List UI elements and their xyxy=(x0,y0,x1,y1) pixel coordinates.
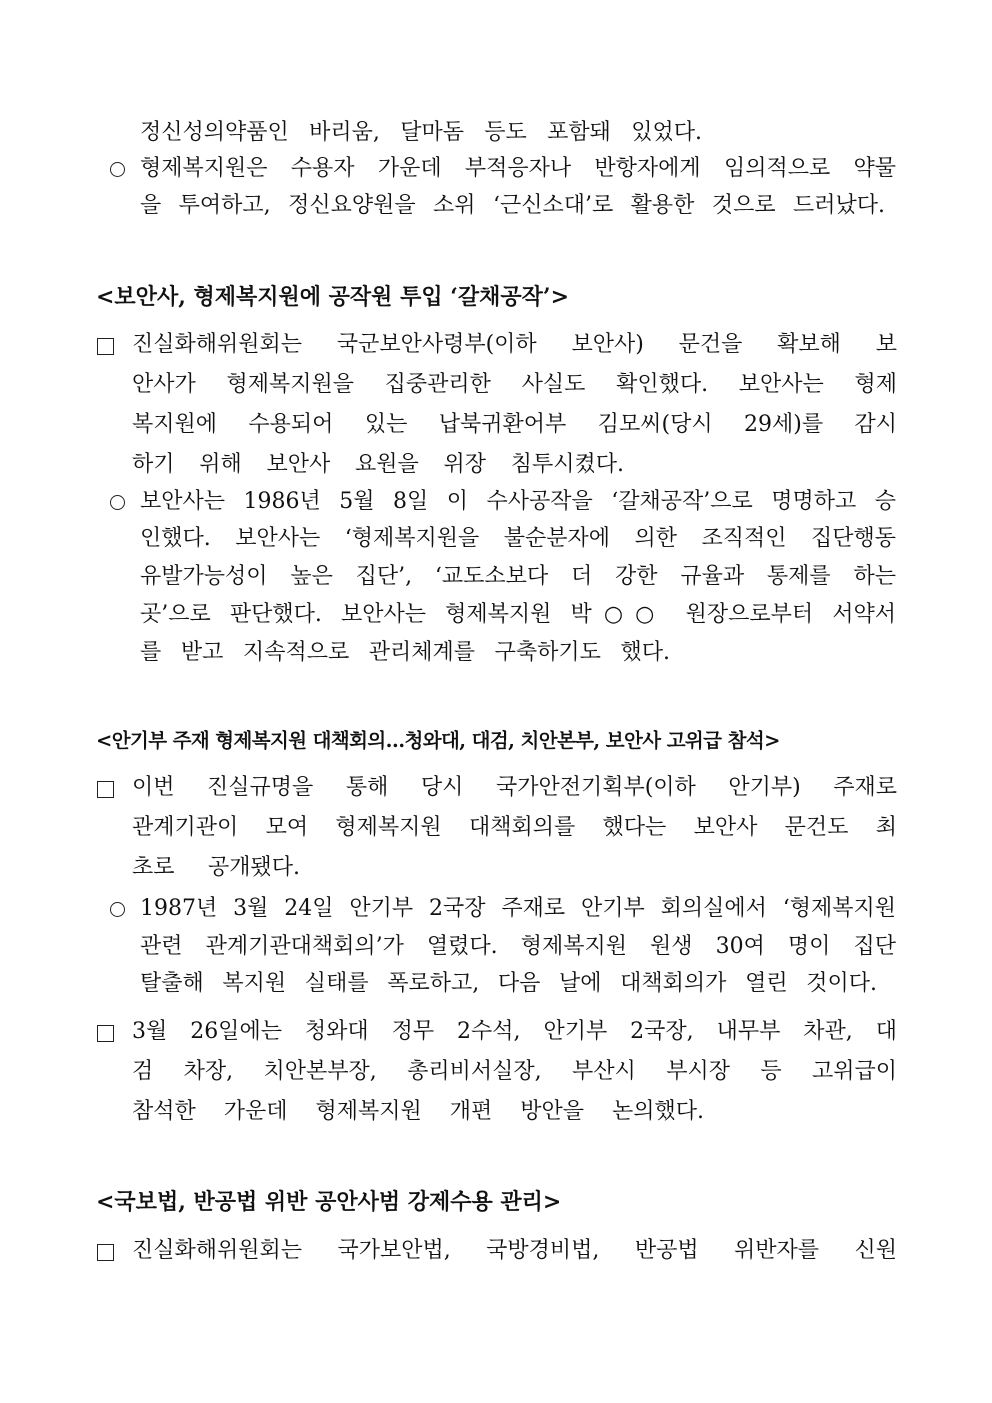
square-bullet-icon xyxy=(97,338,114,355)
section-heading: <안기부 주재 형제복지원 대책회의…청와대, 대검, 치안본부, 보안사 고위급 참석> xyxy=(96,729,780,752)
paragraph-line: 이번 진실규명을 통해 당시 국가안전기획부(이하 안기부) 주재로 xyxy=(132,775,897,800)
paragraph-line: 참석한 가운데 형제복지원 개편 방안을 논의했다. xyxy=(132,1099,704,1124)
paragraph-line: 보안사는 1986년 5월 8일 이 수사공작을 ‘갈채공작’으로 명명하고 승 xyxy=(140,489,896,514)
paragraph-line: 3월 26일에는 청와대 정무 2수석, 안기부 2국장, 내무부 차관, 대 xyxy=(132,1019,897,1044)
circle-bullet-icon xyxy=(110,162,125,177)
paragraph-line: 형제복지원은 수용자 가운데 부적응자나 반항자에게 임의적으로 약물 xyxy=(140,156,896,181)
paragraph-line: 유발가능성이 높은 집단’, ‘교도소보다 더 강한 규율과 통제를 하는 xyxy=(140,564,896,589)
square-bullet-icon xyxy=(97,1025,114,1042)
paragraph-line: 인했다. 보안사는 ‘형제복지원을 불순분자에 의한 조직적인 집단행동 xyxy=(140,526,896,551)
paragraph-line: 를 받고 지속적으로 관리체계를 구축하기도 했다. xyxy=(140,640,670,665)
paragraph-line: 복지원에 수용되어 있는 납북귀환어부 김모씨(당시 29세)를 감시 xyxy=(132,412,897,437)
paragraph-line: 탈출해 복지원 실태를 폭로하고, 다음 날에 대책회의가 열린 것이다. xyxy=(140,971,877,996)
paragraph-line: 을 투여하고, 정신요양원을 소위 ‘근신소대’로 활용한 것으로 드러났다. xyxy=(140,193,885,218)
paragraph-line: 1987년 3월 24일 안기부 2국장 주재로 안기부 회의실에서 ‘형제복지원 xyxy=(140,896,896,921)
circle-bullet-icon xyxy=(110,495,125,510)
paragraph-line: 초로 공개됐다. xyxy=(132,855,300,880)
paragraph-line: 진실화해위원회는 국가보안법, 국방경비법, 반공법 위반자를 신원 xyxy=(132,1238,897,1263)
paragraph-line: 검 차장, 치안본부장, 총리비서실장, 부산시 부시장 등 고위급이 xyxy=(132,1059,897,1084)
paragraph-line: 하기 위해 보안사 요원을 위장 침투시켰다. xyxy=(132,452,624,477)
paragraph-line: 안사가 형제복지원을 집중관리한 사실도 확인했다. 보안사는 형제 xyxy=(132,372,897,397)
paragraph-line: 관련 관계기관대책회의’가 열렸다. 형제복지원 원생 30여 명이 집단 xyxy=(140,934,896,959)
section-heading: <국보법, 반공법 위반 공안사범 강제수용 관리> xyxy=(96,1189,562,1215)
paragraph-line: 곳’으로 판단했다. 보안사는 형제복지원 박○○ 원장으로부터 서약서 xyxy=(140,602,896,627)
square-bullet-icon xyxy=(97,1244,114,1261)
section-heading: <보안사, 형제복지원에 공작원 투입 ‘갈채공작’> xyxy=(96,284,570,310)
square-bullet-icon xyxy=(97,781,114,798)
circle-bullet-icon xyxy=(110,902,125,917)
paragraph-line: 관계기관이 모여 형제복지원 대책회의를 했다는 보안사 문건도 최 xyxy=(132,815,897,840)
paragraph-line: 정신성의약품인 바리움, 달마돔 등도 포함돼 있었다. xyxy=(140,120,702,145)
paragraph-line: 진실화해위원회는 국군보안사령부(이하 보안사) 문건을 확보해 보 xyxy=(132,332,897,357)
